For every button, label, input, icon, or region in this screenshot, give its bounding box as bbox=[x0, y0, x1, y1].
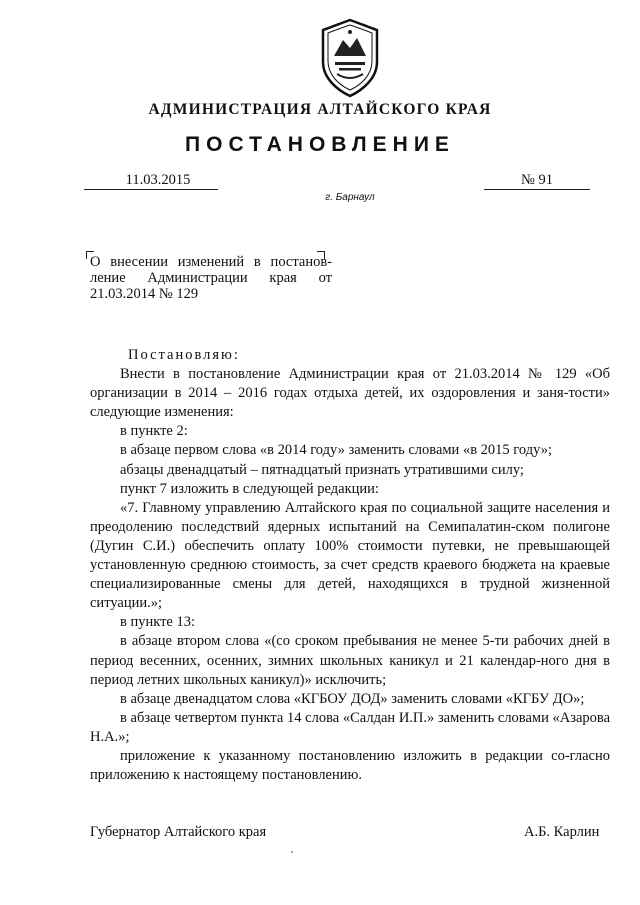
body-paragraph: в абзаце первом слова «в 2014 году» заменить словами «в 2015 году»; bbox=[120, 442, 552, 459]
scan-artifact-dot bbox=[291, 851, 293, 853]
body-paragraph: приложение к указанному постановлению изложить в редакции со-гласно приложению к настоящему постановлению. bbox=[90, 747, 610, 784]
signer-title: Губернатор Алтайского края bbox=[90, 824, 267, 840]
body-paragraph: «7. Главному управлению Алтайского края по социальной защите населения и преодолению последствий ядерных испытаний на Семипалатин-ском полигоне (Дугин С.И.) обеспечить оплату 100% стоимости путевки, не превышающей установленную среднюю стоимость, за счет средств краевого бюджета на краевые специализированные смены для детей, находящихся в трудной жизненной ситуации.»; bbox=[90, 499, 610, 612]
document-subject: О внесении изменений в постанов-ление Администрации края от 21.03.2014 № 129 bbox=[90, 254, 332, 302]
document-type: ПОСТАНОВЛЕНИЕ bbox=[185, 133, 455, 156]
document-number: № 91 bbox=[484, 171, 590, 190]
document-body bbox=[90, 346, 610, 785]
body-paragraph: в абзаце двенадцатом слова «КГБОУ ДОД» заменить словами «КГБУ ДО»; bbox=[120, 690, 585, 707]
body-paragraph: в пункте 13: bbox=[120, 614, 196, 631]
organization-name: АДМИНИСТРАЦИЯ АЛТАЙСКОГО КРАЯ bbox=[148, 101, 492, 118]
body-paragraph: в пункте 2: bbox=[120, 423, 188, 440]
body-paragraph: в абзаце четвертом пункта 14 слова «Салдан И.П.» заменить словами «Азарова Н.А.»; bbox=[90, 709, 610, 745]
city-name: г. Барнаул bbox=[325, 192, 375, 203]
coat-of-arms-emblem bbox=[317, 18, 383, 98]
body-paragraph: Внести в постановление Администрации края от 21.03.2014 № 129 «Об организации в 2014 – 2016 годах отдыха детей, их оздоровления и заня-тости» следующие изменения: bbox=[90, 366, 610, 421]
body-paragraph: пункт 7 изложить в следующей редакции: bbox=[120, 480, 379, 497]
body-paragraph: в абзаце втором слова «(со сроком пребывания не менее 5-ти рабочих дней в период весенних, осенних, зимних школьных каникул и 21 календар-ного дня в период летних школьных каникул)» исключить; bbox=[90, 633, 610, 688]
body-paragraph: абзацы двенадцатый – пятнадцатый признать утратившими силу; bbox=[120, 461, 524, 478]
body-lead: Постановляю: bbox=[128, 347, 240, 363]
signer-name: А.Б. Карлин bbox=[524, 824, 600, 840]
document-date: 11.03.2015 bbox=[84, 171, 218, 190]
